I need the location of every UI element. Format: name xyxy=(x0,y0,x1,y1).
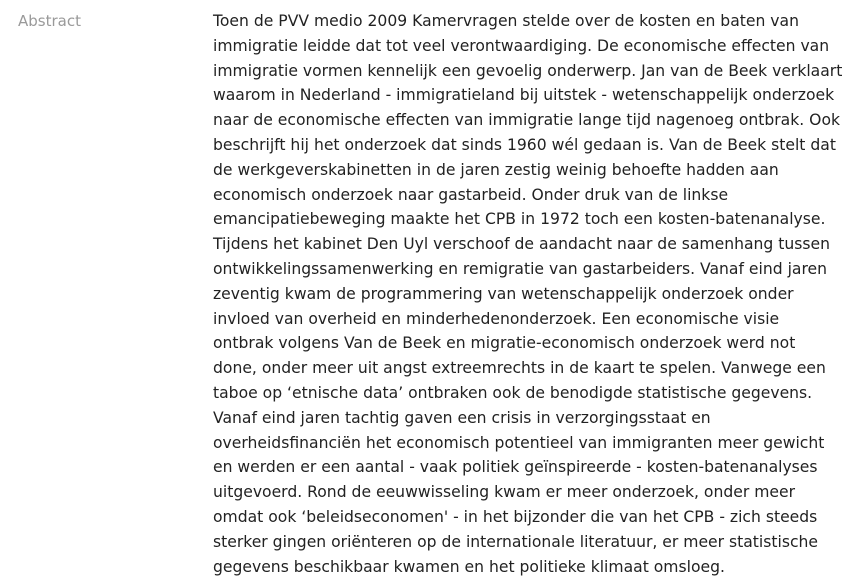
abstract-line: taboe op ‘etnische data’ ontbraken ook de benodigde statistische gegevens. xyxy=(213,383,813,402)
abstract-line: naar de economische effecten van immigratie lange tijd nagenoeg ontbrak. Ook xyxy=(213,111,841,130)
abstract-line: de werkgeverskabinetten in de jaren zestig weinig behoefte hadden aan xyxy=(213,160,779,179)
abstract-line: uitgevoerd. Rond de eeuwwisseling kwam er meer onderzoek, onder meer xyxy=(213,483,796,502)
abstract-line: overheidsfinanciën het economisch potentieel van immigranten meer gewicht xyxy=(213,433,825,452)
abstract-text xyxy=(213,9,863,579)
abstract-label: Abstract xyxy=(18,12,81,30)
abstract-line: ontbrak volgens Van de Beek en migratie-economisch onderzoek werd not xyxy=(213,334,796,353)
abstract-line: economisch onderzoek naar gastarbeid. Onder druk van de linkse xyxy=(213,185,729,204)
abstract-line: done, onder meer uit angst extreemrechts in de kaart te spelen. Vanwege een xyxy=(213,359,826,378)
abstract-line: beschrijft hij het onderzoek dat sinds 1960 wél gedaan is. Van de Beek stelt dat xyxy=(213,135,836,154)
abstract-line: en werden er een aantal - vaak politiek geïnspireerde - kosten-batenanalyses xyxy=(213,458,818,477)
abstract-line: waarom in Nederland - immigratieland bij uitstek - wetenschappelijk onderzoek xyxy=(213,86,835,105)
abstract-line: Toen de PVV medio 2009 Kamervragen stelde over de kosten en baten van xyxy=(213,12,799,30)
abstract-line: gegevens beschikbaar kwamen en het politieke klimaat omsloeg. xyxy=(213,557,725,576)
abstract-line: invloed van overheid en minderhedenonderzoek. Een economische visie xyxy=(213,309,780,328)
abstract-line: zeventig kwam de programmering van wetenschappelijk onderzoek onder xyxy=(213,284,794,303)
abstract-line: emancipatiebeweging maakte het CPB in 1972 toch een kosten-batenanalyse. xyxy=(213,210,826,229)
abstract-line: omdat ook ‘beleidseconomen' - in het bijzonder die van het CPB - zich steeds xyxy=(213,507,818,526)
abstract-line: immigratie leidde dat tot veel verontwaardiging. De economische effecten van xyxy=(213,36,830,55)
abstract-line: ontwikkelingssamenwerking en remigratie van gastarbeiders. Vanaf eind jaren xyxy=(213,259,828,278)
abstract-line: Vanaf eind jaren tachtig gaven een crisis in verzorgingsstaat en xyxy=(213,408,711,427)
abstract-line: sterker gingen oriënteren op de internationale literatuur, er meer statistische xyxy=(213,532,818,551)
abstract-line: Tijdens het kabinet Den Uyl verschoof de aandacht naar de samenhang tussen xyxy=(213,235,831,254)
abstract-line: immigratie vormen kennelijk een gevoelig onderwerp. Jan van de Beek verklaart xyxy=(213,61,843,80)
